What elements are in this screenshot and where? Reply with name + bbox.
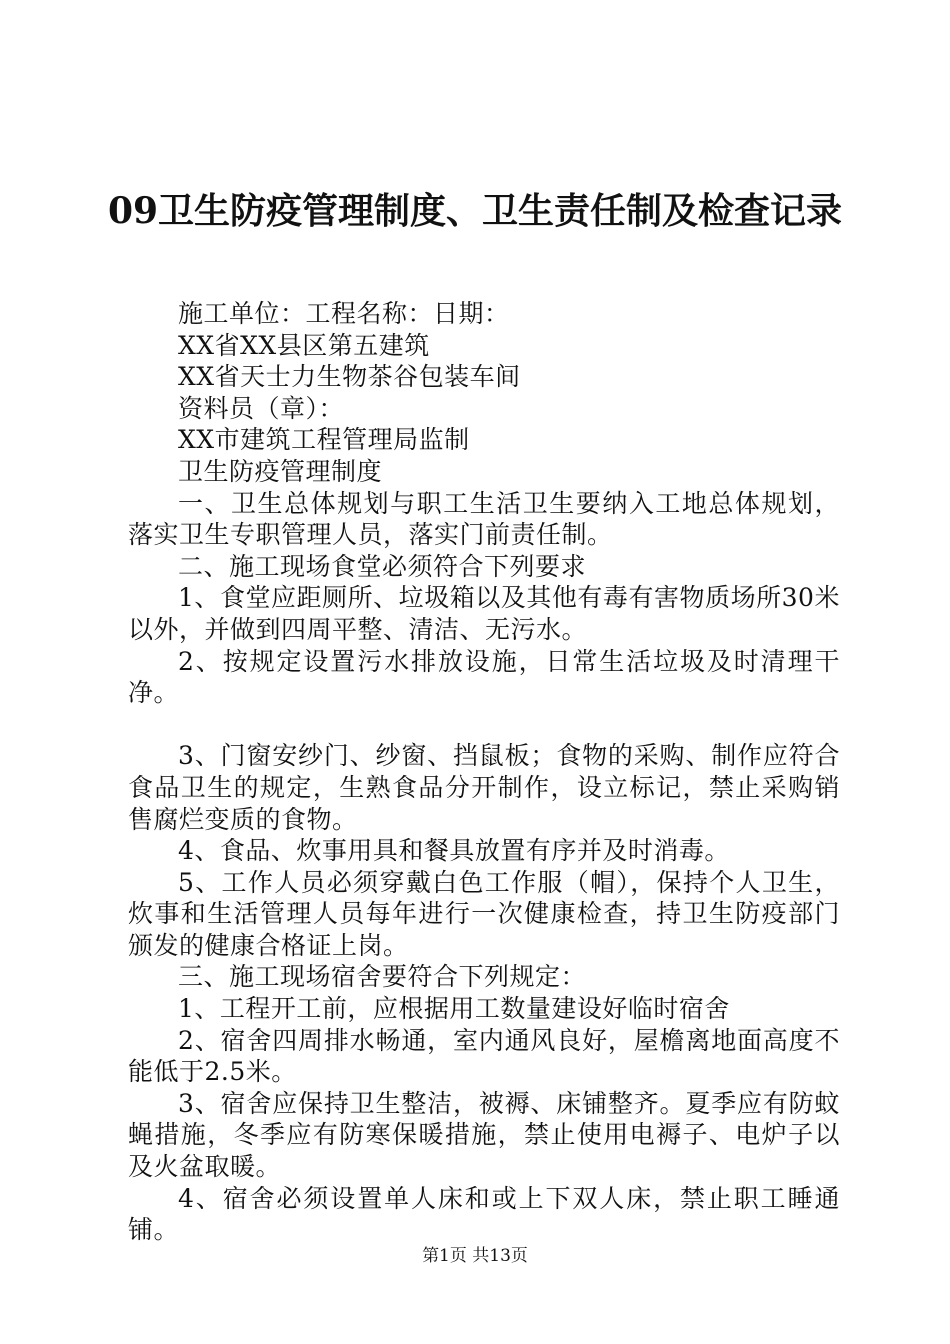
paragraph: 2、宿舍四周排水畅通，室内通风良好，屋檐离地面高度不能低于2.5米。 — [128, 1025, 840, 1087]
paragraph: 1、食堂应距厕所、垃圾箱以及其他有毒有害物质场所30米以外，并做到四周平整、清洁、无污水。 — [128, 583, 840, 644]
paragraph: XX省天士力生物茶谷包装车间 — [178, 362, 521, 392]
document-body — [128, 298, 840, 1246]
paragraph: XX市建筑工程管理局监制 — [178, 425, 470, 455]
paragraph: 三、施工现场宿舍要符合下列规定： — [178, 962, 587, 992]
page-number-footer: 第1页 共13页 — [422, 1246, 528, 1266]
paragraph: 3、门窗安纱门、纱窗、挡鼠板；食物的采购、制作应符合食品卫生的规定，生熟食品分开制作，设立标记，禁止采购销售腐烂变质的食物。 — [128, 741, 840, 834]
paragraph: 卫生防疫管理制度 — [178, 456, 383, 486]
document-title: 09卫生防疫管理制度、卫生责任制及检查记录 — [107, 190, 843, 232]
paragraph: 资料员（章）： — [178, 393, 345, 423]
paragraph: 4、宿舍必须设置单人床和或上下双人床，禁止职工睡通铺。 — [128, 1183, 840, 1245]
paragraph: XX省XX县区第五建筑 — [178, 330, 430, 360]
paragraph: 一、卫生总体规划与职工生活卫生要纳入工地总体规划，落实卫生专职管理人员，落实门前责任制。 — [128, 488, 840, 550]
paragraph: 1、工程开工前，应根据用工数量建设好临时宿舍 — [178, 994, 730, 1024]
paragraph: 3、宿舍应保持卫生整洁，被褥、床铺整齐。夏季应有防蚊蝇措施，冬季应有防寒保暖措施，禁止使用电褥子、电炉子以及火盆取暖。 — [128, 1088, 840, 1182]
paragraph: 2、按规定设置污水排放设施，日常生活垃圾及时清理干净。 — [128, 646, 840, 708]
paragraph: 二、施工现场食堂必须符合下列要求 — [178, 551, 587, 581]
paragraph: 4、食品、炊事用具和餐具放置有序并及时消毒。 — [178, 836, 730, 866]
paragraph: 施工单位：工程名称：日期： — [178, 299, 510, 328]
paragraph: 5、工作人员必须穿戴白色工作服（帽），保持个人卫生，炊事和生活管理人员每年进行一次健康检查，持卫生防疫部门颁发的健康合格证上岗。 — [128, 867, 840, 960]
